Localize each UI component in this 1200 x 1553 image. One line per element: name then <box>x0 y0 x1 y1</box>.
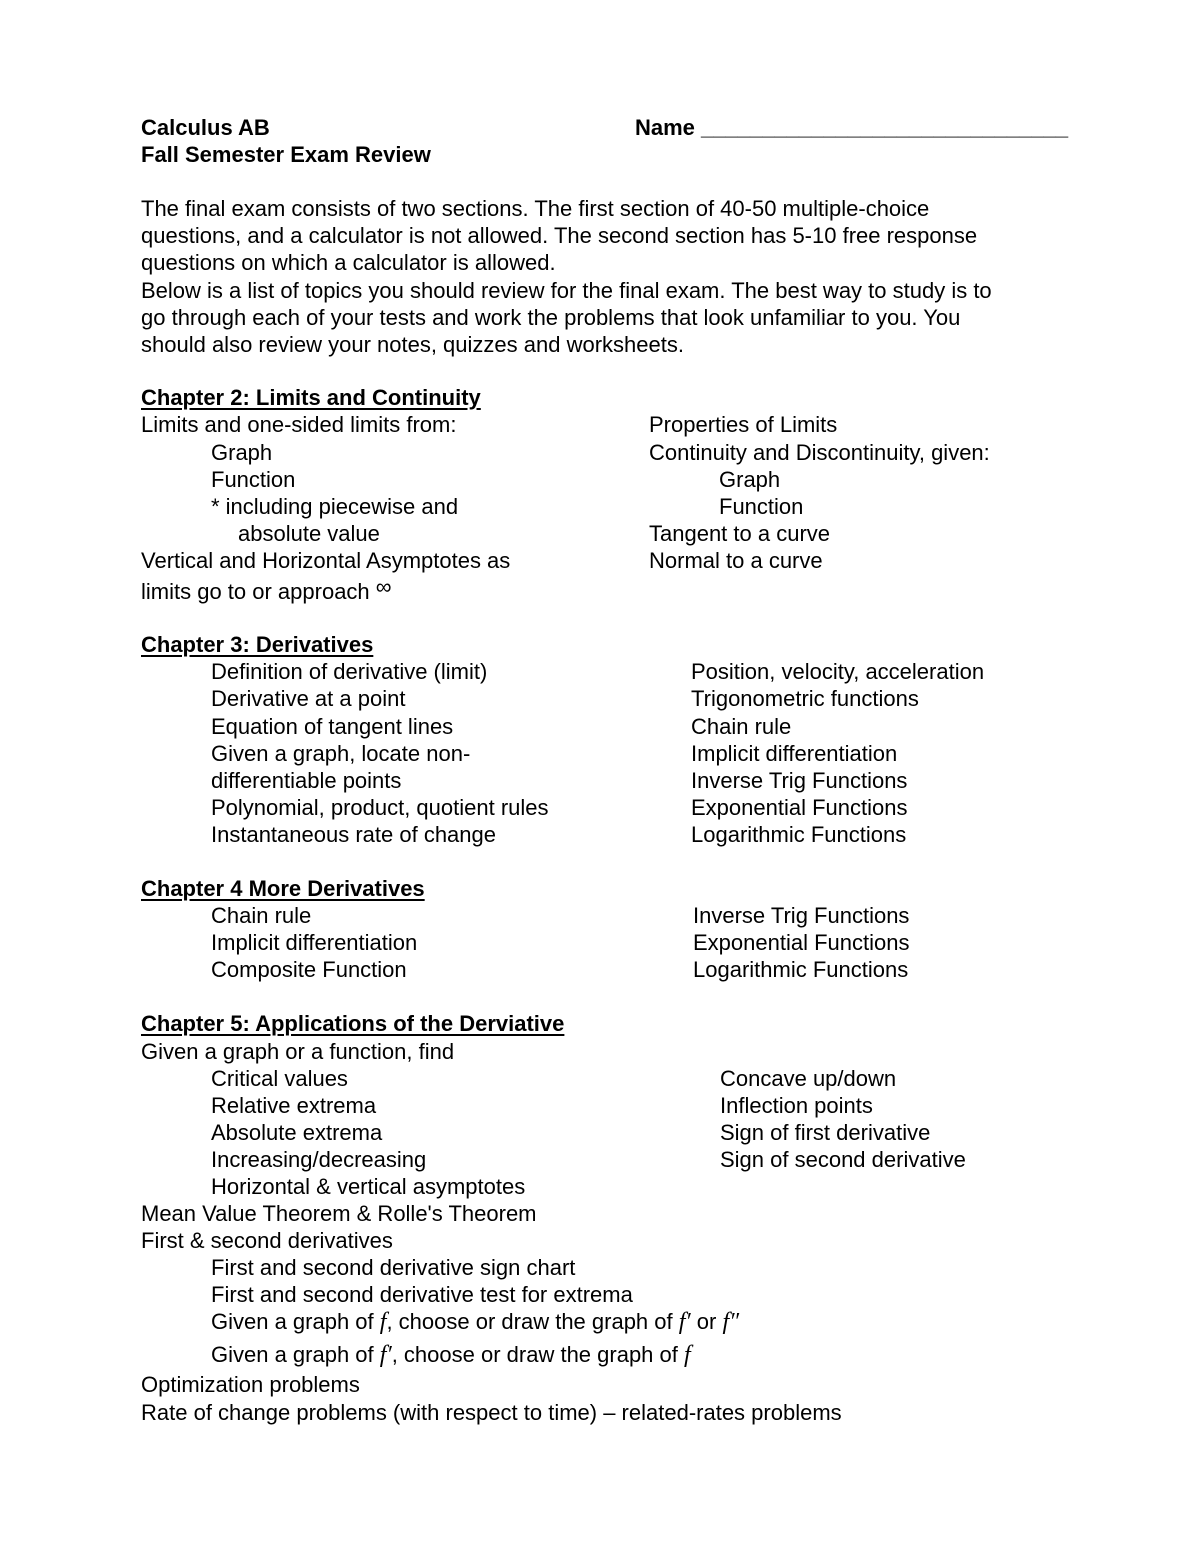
topic-text: Given a graph of <box>211 1342 380 1367</box>
topic-item: Continuity and Discontinuity, given: <box>649 440 990 465</box>
topic-item: Concave up/down <box>720 1066 897 1091</box>
name-field <box>635 115 1068 141</box>
topic-text: Given a graph of <box>211 1309 380 1334</box>
topic-item: Inflection points <box>720 1093 873 1118</box>
topic-item: Implicit differentiation <box>211 930 418 955</box>
topic-item: * including piecewise and <box>211 494 459 519</box>
topic-item: Sign of second derivative <box>720 1147 966 1172</box>
topic-item: Exponential Functions <box>691 795 908 820</box>
topic-item: Given a graph or a function, find <box>141 1039 455 1064</box>
topic-item: Composite Function <box>211 957 407 982</box>
topic-item: Absolute extrema <box>211 1120 383 1145</box>
topic-item: absolute value <box>238 521 380 546</box>
topic-item: Normal to a curve <box>649 548 823 573</box>
topic-item <box>211 1342 691 1368</box>
topic-item: Inverse Trig Functions <box>691 768 908 793</box>
topic-item: First & second derivatives <box>141 1228 393 1253</box>
function-f-double-prime: f″ <box>722 1309 740 1335</box>
topic-item: Rate of change problems (with respect to time) – related-rates problems <box>141 1400 842 1425</box>
intro-line: The final exam consists of two sections. The first section of 40-50 multiple-choice <box>141 196 930 221</box>
topic-item: Instantaneous rate of change <box>211 822 496 847</box>
topic-item: First and second derivative test for extrema <box>211 1282 633 1307</box>
function-f-prime: f′ <box>678 1309 691 1335</box>
topic-item: Increasing/decreasing <box>211 1147 427 1172</box>
topic-text: , choose or draw the graph of <box>391 1342 684 1367</box>
topic-text: , choose or draw the graph of <box>386 1309 679 1334</box>
intro-line: should also review your notes, quizzes and worksheets. <box>141 332 684 357</box>
intro-line: questions, and a calculator is not allowed. The second section has 5-10 free response <box>141 223 978 248</box>
topic-item <box>141 574 392 605</box>
topic-item: Logarithmic Functions <box>693 957 909 982</box>
chapter-5-heading: Chapter 5: Applications of the Derviative <box>141 1011 565 1036</box>
topic-item: Sign of first derivative <box>720 1120 931 1145</box>
topic-item: Horizontal & vertical asymptotes <box>211 1174 526 1199</box>
intro-line: Below is a list of topics you should review for the final exam. The best way to study is to <box>141 278 992 303</box>
intro-line: questions on which a calculator is allowed. <box>141 250 556 275</box>
intro-line: go through each of your tests and work the problems that look unfamiliar to you. You <box>141 305 961 330</box>
chapter-3-heading: Chapter 3: Derivatives <box>141 632 374 657</box>
topic-item: Limits and one-sided limits from: <box>141 412 457 437</box>
topic-item: Implicit differentiation <box>691 741 898 766</box>
topic-item: Given a graph, locate non- <box>211 741 471 766</box>
topic-text: limits go to or approach <box>141 579 370 604</box>
topic-item: Graph <box>211 440 273 465</box>
topic-item: Tangent to a curve <box>649 521 831 546</box>
topic-item: Inverse Trig Functions <box>693 903 910 928</box>
topic-item: Chain rule <box>691 714 792 739</box>
topic-item: Definition of derivative (limit) <box>211 659 488 684</box>
name-blank-line: ______________________________ <box>701 115 1069 140</box>
function-f: f <box>684 1342 691 1368</box>
topic-item: Position, velocity, acceleration <box>691 659 985 684</box>
topic-item: Critical values <box>211 1066 348 1091</box>
function-f: f <box>379 1309 387 1335</box>
topic-item: Optimization problems <box>141 1372 360 1397</box>
topic-item <box>211 1309 739 1335</box>
topic-item: Properties of Limits <box>649 412 838 437</box>
topic-item: First and second derivative sign chart <box>211 1255 576 1280</box>
topic-item: Function <box>211 467 296 492</box>
topic-item: Vertical and Horizontal Asymptotes as <box>141 548 511 573</box>
topic-text: or <box>690 1309 723 1334</box>
topic-item: differentiable points <box>211 768 402 793</box>
function-f-prime: f′ <box>379 1342 392 1368</box>
topic-item: Chain rule <box>211 903 312 928</box>
infinity-symbol: ∞ <box>375 574 392 599</box>
topic-item: Derivative at a point <box>211 686 406 711</box>
document-subtitle: Fall Semester Exam Review <box>141 142 431 167</box>
course-title: Calculus AB <box>141 115 270 140</box>
topic-item: Graph <box>719 467 781 492</box>
topic-item: Exponential Functions <box>693 930 910 955</box>
topic-item: Trigonometric functions <box>691 686 919 711</box>
topic-item: Polynomial, product, quotient rules <box>211 795 549 820</box>
chapter-2-heading: Chapter 2: Limits and Continuity <box>141 385 481 410</box>
topic-item: Equation of tangent lines <box>211 714 454 739</box>
topic-item: Mean Value Theorem & Rolle's Theorem <box>141 1201 537 1226</box>
topic-item: Logarithmic Functions <box>691 822 907 847</box>
name-label: Name <box>635 115 695 140</box>
chapter-4-heading: Chapter 4 More Derivatives <box>141 876 425 901</box>
topic-item: Relative extrema <box>211 1093 377 1118</box>
topic-item: Function <box>719 494 804 519</box>
